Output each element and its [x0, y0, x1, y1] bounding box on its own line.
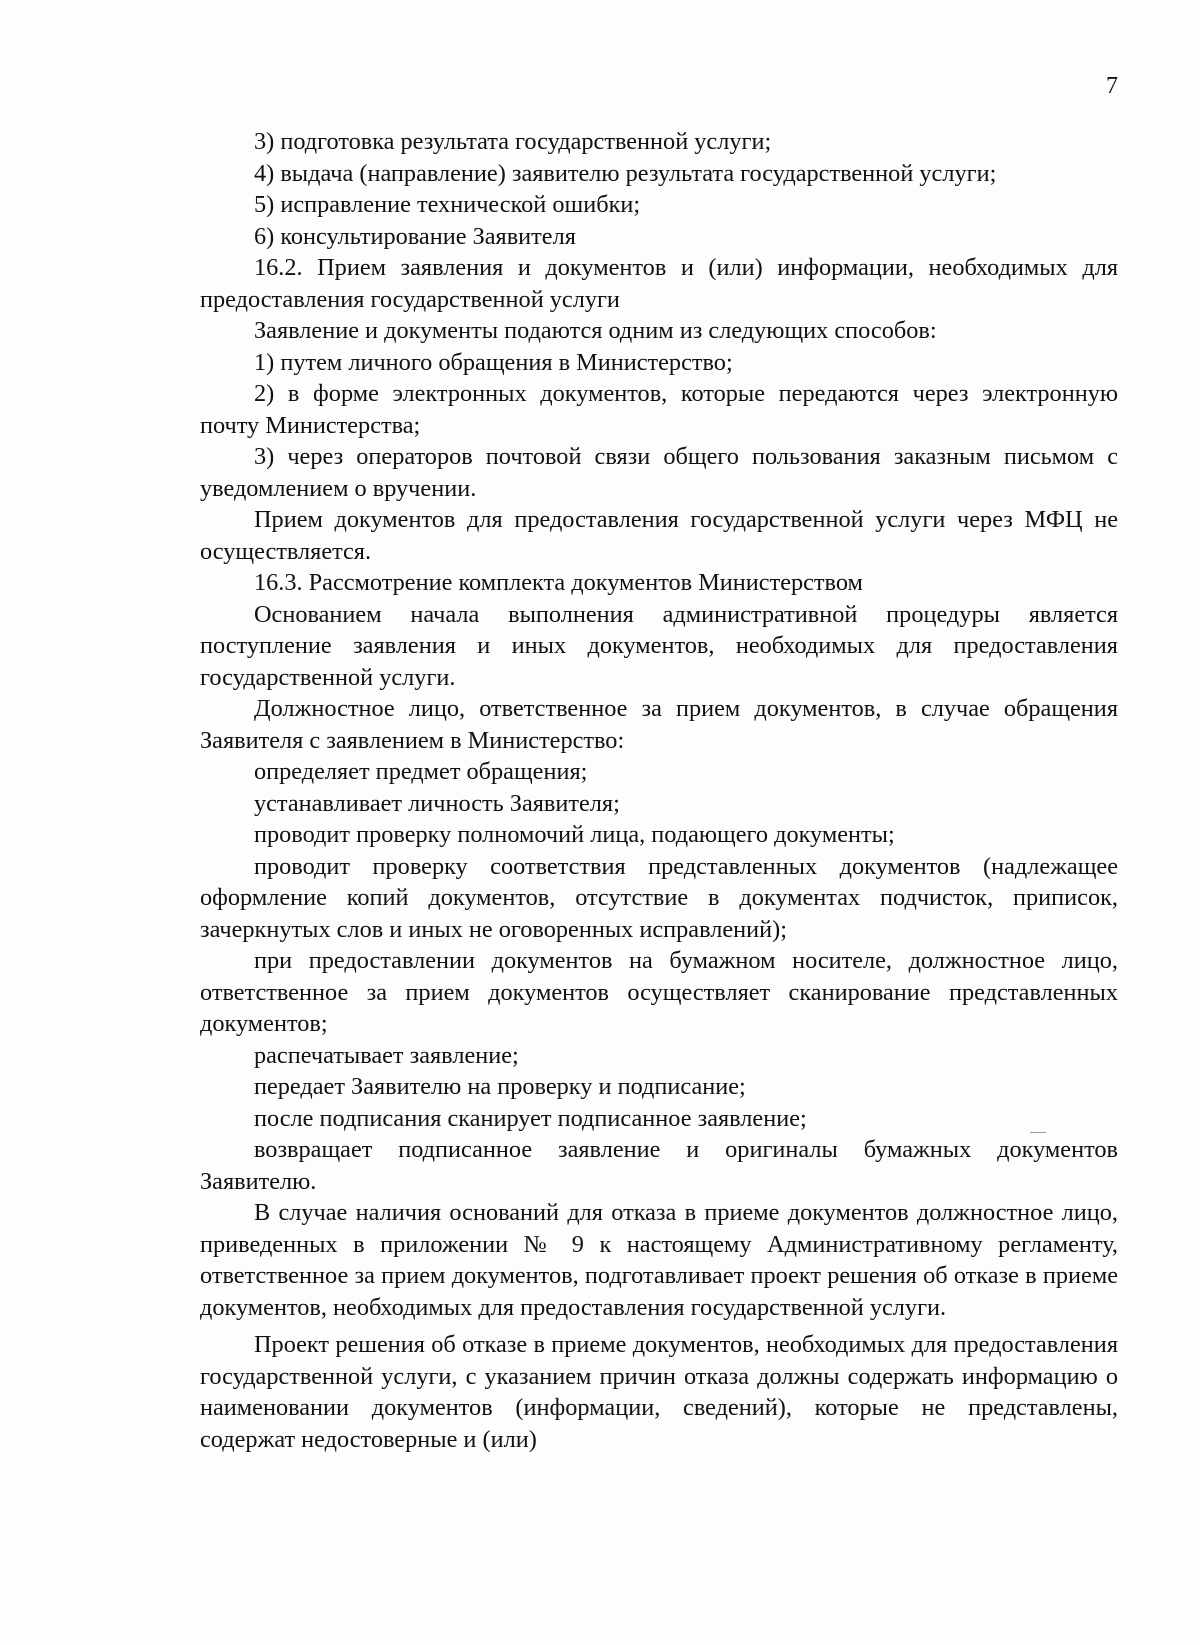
paragraph-refusal-draft: Проект решения об отказе в приеме документов, необходимых для предоставления государственной услуги, с указанием причин отказа должны содержать информацию о наименовании документов (информации, сведений), которые не представлены, содержат недостоверные и (или) — [200, 1331, 1118, 1453]
list-item-action-1: определяет предмет обращения; — [254, 758, 588, 785]
paragraph-mfc: Прием документов для предоставления государственной услуги через МФЦ не осуществляется. — [200, 506, 1118, 565]
paragraph-basis: Основанием начала выполнения административной процедуры является поступление заявления и иных документов, необходимых для предоставления государственной услуги. — [200, 600, 1118, 691]
list-item-action-9: возвращает подписанное заявление и оригиналы бумажных документов Заявителю. — [200, 1136, 1118, 1195]
list-item-action-7: передает Заявителю на проверку и подписание; — [254, 1073, 746, 1100]
list-item-action-5: при предоставлении документов на бумажном носителе, должностное лицо, ответственное за прием документов осуществляет сканирование представленных документов; — [200, 947, 1118, 1037]
list-item-action-3: проводит проверку полномочий лица, подающего документы; — [254, 821, 895, 848]
list-item-action-2: устанавливает личность Заявителя; — [254, 789, 620, 817]
paragraph-submission-methods: Заявление и документы подаются одним из следующих способов: — [254, 317, 937, 344]
list-item-step-3: 3) подготовка результата государственной услуги; — [254, 128, 772, 155]
list-item-action-4: проводит проверку соответствия представленных документов (надлежащее оформление копий документов, отсутствие в документах подчисток, приписок, зачеркнутых слов и иных не оговоренных исправлений); — [200, 852, 1118, 943]
list-item-step-5: 5) исправление технической ошибки; — [254, 191, 641, 218]
document-body — [200, 126, 1118, 1455]
paragraph-refusal: В случае наличия оснований для отказа в приеме документов должностное лицо, приведенных в приложении № 9 к настоящему Административному регламенту, ответственное за прием документов, подготавливает проект решения об отказе в приеме документов, необходимых для предоставления государственной услуги. — [200, 1199, 1118, 1321]
list-item-step-4: 4) выдача (направление) заявителю результата государственной услуги; — [254, 159, 997, 187]
list-item-method-3: 3) через операторов почтовой связи общего пользования заказным письмом с уведомлением о вручении. — [200, 443, 1118, 502]
scan-mark — [1030, 1132, 1046, 1133]
list-item-action-8: после подписания сканирует подписанное заявление; — [254, 1104, 807, 1132]
page-number: 7 — [1106, 73, 1118, 99]
section-heading-16-2: 16.2. Прием заявления и документов и (или) информации, необходимых для предоставления государственной услуги — [200, 254, 1118, 313]
list-item-action-6: распечатывает заявление; — [254, 1041, 519, 1069]
section-heading-16-3: 16.3. Рассмотрение комплекта документов Министерством — [254, 569, 863, 596]
paragraph-official: Должностное лицо, ответственное за прием документов, в случае обращения Заявителя с заявлением в Министерство: — [200, 695, 1118, 754]
list-item-method-1: 1) путем личного обращения в Министерство; — [254, 348, 733, 376]
list-item-step-6: 6) консультирование Заявителя — [254, 222, 576, 250]
list-item-method-2: 2) в форме электронных документов, которые передаются через электронную почту Министерства; — [200, 380, 1118, 439]
